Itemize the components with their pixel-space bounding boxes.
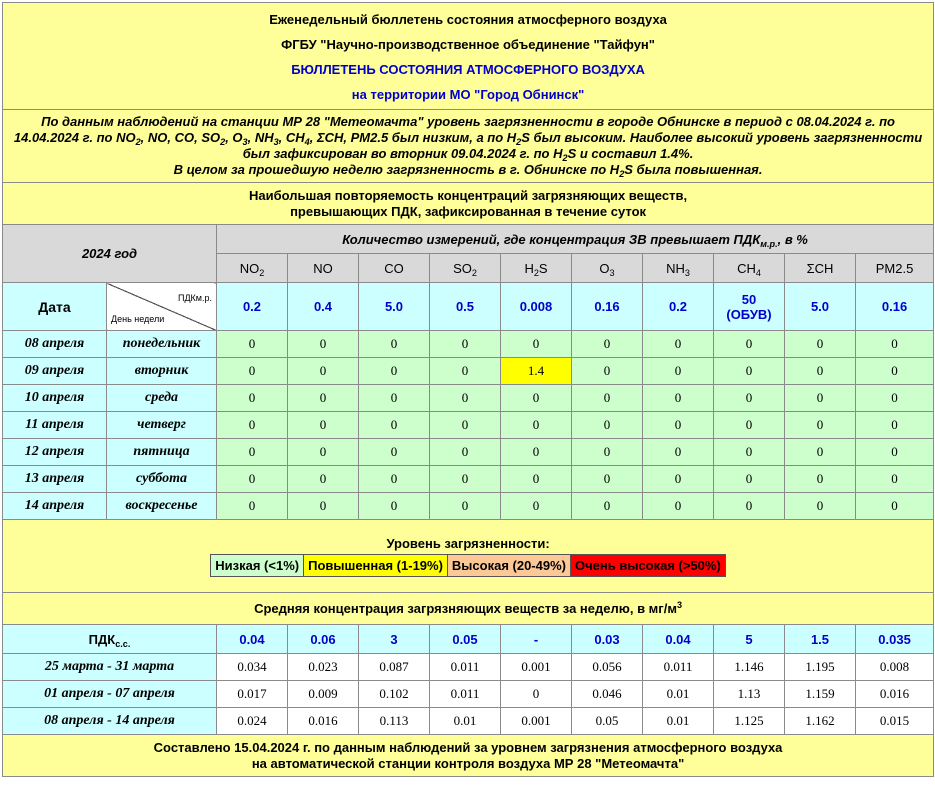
pdk-ss-value: 0.04 (217, 625, 288, 654)
header-line-4: на территории МО "Город Обнинск" (351, 87, 585, 102)
pdk-ss-value: 0.05 (430, 625, 501, 654)
pdk-ss-value: 0.03 (572, 625, 643, 654)
component-header (430, 254, 501, 283)
daily-value: 0 (714, 493, 785, 520)
component-label: $CH_4$ (737, 260, 761, 278)
daily-row (3, 331, 934, 358)
component-label: CO (384, 260, 404, 276)
daily-value: 0 (501, 412, 572, 439)
daily-value: 0 (643, 385, 714, 412)
weekly-value: 0.023 (288, 654, 359, 681)
section1-title: Наибольшая повторяемость концентраций загрязняющих веществ, превышающих ПДК, зафиксированная в течение суток (3, 183, 934, 225)
daily-row (3, 385, 934, 412)
legend-title: Уровень загрязненности: (386, 535, 550, 551)
daily-value: 0 (856, 466, 934, 493)
daily-value: 0 (785, 331, 856, 358)
daily-date: 13 апреля (3, 466, 107, 493)
bulletin-header (3, 3, 934, 110)
component-label: $H_2S$ (524, 260, 548, 278)
daily-row (3, 412, 934, 439)
daily-value: 0 (714, 466, 785, 493)
pdk-mr-value: 0.4 (288, 283, 359, 331)
weekly-period: 01 апреля - 07 апреля (3, 681, 217, 708)
daily-value: 0 (501, 439, 572, 466)
footer-line-2: на автоматической станции контроля воздуха МР 28 "Метеомачта" (251, 755, 685, 771)
daily-value: 0 (643, 412, 714, 439)
header-line-2: ФГБУ "Научно-производственное объединение "Тайфун" (281, 37, 655, 52)
weekly-value: 1.13 (714, 681, 785, 708)
daily-value: 0 (785, 358, 856, 385)
daily-value: 0 (359, 439, 430, 466)
daily-value: 0 (714, 439, 785, 466)
daily-date: 14 апреля (3, 493, 107, 520)
header-line-3: БЮЛЛЕТЕНЬ СОСТОЯНИЯ АТМОСФЕРНОГО ВОЗДУХА (291, 62, 645, 77)
weekly-row (3, 654, 934, 681)
pdk-ss-value: 3 (359, 625, 430, 654)
daily-value: 0 (714, 412, 785, 439)
daily-value: 0 (856, 412, 934, 439)
weekly-period: 08 апреля - 14 апреля (3, 708, 217, 735)
daily-value: 0 (359, 412, 430, 439)
daily-value: 0 (430, 358, 501, 385)
pdk-ss-value: 0.06 (288, 625, 359, 654)
daily-weekday: вторник (107, 358, 217, 385)
weekly-value: 0.102 (359, 681, 430, 708)
component-label: $SO_2$ (453, 260, 477, 278)
weekly-row (3, 708, 934, 735)
pdk-mr-value: 0.5 (430, 283, 501, 331)
daily-date: 09 апреля (3, 358, 107, 385)
weekly-value: 0.016 (856, 681, 934, 708)
daily-value: 0 (572, 331, 643, 358)
pdk-ss-value: 5 (714, 625, 785, 654)
weekly-value: 0.034 (217, 654, 288, 681)
weekly-value: 0 (501, 681, 572, 708)
component-label: NO (313, 260, 333, 276)
weekly-value: 0.113 (359, 708, 430, 735)
weekly-value: 0.087 (359, 654, 430, 681)
daily-value: 0 (856, 439, 934, 466)
component-header (785, 254, 856, 283)
daily-value: 0 (359, 466, 430, 493)
daily-value: 0 (217, 412, 288, 439)
diag-top-label: ПДКм.р. (177, 293, 212, 303)
weekly-value: 0.05 (572, 708, 643, 735)
pdk-mr-value: 0.16 (856, 283, 934, 331)
daily-value: 0 (288, 385, 359, 412)
daily-value: 0 (856, 385, 934, 412)
legend-item: Очень высокая (>50%) (570, 554, 725, 576)
daily-value: 0 (359, 385, 430, 412)
legend (3, 520, 934, 593)
weekly-value: 0.017 (217, 681, 288, 708)
daily-value: 0 (785, 385, 856, 412)
daily-value: 0 (288, 493, 359, 520)
daily-value: 1.4 (501, 358, 572, 385)
weekly-value: 1.125 (714, 708, 785, 735)
daily-value: 0 (643, 493, 714, 520)
daily-value: 0 (501, 466, 572, 493)
weekly-value: 0.009 (288, 681, 359, 708)
weekly-value: 1.195 (785, 654, 856, 681)
daily-value: 0 (572, 439, 643, 466)
diagonal-header-cell (107, 283, 217, 331)
daily-value: 0 (430, 493, 501, 520)
daily-value: 0 (288, 439, 359, 466)
pdk-mr-value: 5.0 (359, 283, 430, 331)
daily-value: 0 (856, 358, 934, 385)
daily-row (3, 439, 934, 466)
section2-title: Средняя концентрация загрязняющих веществ за неделю, в $мг/м^3$ (3, 593, 934, 625)
daily-row (3, 493, 934, 520)
daily-value: 0 (430, 439, 501, 466)
summary-paragraph-1: По данным наблюдений на станции МР 28 "Метеомачта" уровень загрязненности в городе Обнинске в период с 08.04.2024 г. по 14.04.2024 г. по $NO_2$, NO, CO, $SO_2$, $O_3$, $NH_3$, $CH_4$, ΣCH, PM2.5 был низким, а по $H_2S$ был высоким. Наиболее высокий уровень загрязненности был зафиксирован во вторник 09.04.2024 г. по $H_2S$ и составил 1.4%. (13, 114, 923, 163)
daily-date: 10 апреля (3, 385, 107, 412)
daily-weekday: суббота (107, 466, 217, 493)
diag-bottom-label: День недели (111, 314, 165, 324)
weekly-value: 1.146 (714, 654, 785, 681)
weekly-value: 0.01 (643, 708, 714, 735)
component-label: ΣCH (806, 260, 834, 276)
daily-value: 0 (572, 466, 643, 493)
daily-value: 0 (643, 331, 714, 358)
component-header (643, 254, 714, 283)
pdk-mr-value: 0.16 (572, 283, 643, 331)
component-header (856, 254, 934, 283)
weekly-value: 0.011 (430, 654, 501, 681)
daily-weekday: понедельник (107, 331, 217, 358)
pdk-ss-value: 0.04 (643, 625, 714, 654)
legend-item: Высокая (20-49%) (447, 554, 570, 576)
daily-value: 0 (785, 439, 856, 466)
pdk-ss-value: - (501, 625, 572, 654)
weekly-value: 1.162 (785, 708, 856, 735)
header-line-1: Еженедельный бюллетень состояния атмосферного воздуха (269, 12, 667, 27)
weekly-value: 0.016 (288, 708, 359, 735)
weekly-value: 0.056 (572, 654, 643, 681)
bulletin-table (2, 2, 934, 777)
legend-item: Повышенная (1-19%) (304, 554, 448, 576)
daily-weekday: воскресенье (107, 493, 217, 520)
component-header (501, 254, 572, 283)
weekly-value: 0.011 (643, 654, 714, 681)
weekly-period: 25 марта - 31 марта (3, 654, 217, 681)
component-header (359, 254, 430, 283)
daily-value: 0 (572, 493, 643, 520)
summary-paragraph-2: В целом за прошедшую неделю загрязненность в г. Обнинске по $H_2S$ была повышенная. (173, 162, 763, 179)
daily-value: 0 (714, 331, 785, 358)
footer (3, 735, 934, 777)
daily-value: 0 (217, 358, 288, 385)
daily-value: 0 (359, 358, 430, 385)
daily-value: 0 (572, 358, 643, 385)
weekly-value: 0.046 (572, 681, 643, 708)
daily-value: 0 (288, 466, 359, 493)
daily-value: 0 (785, 493, 856, 520)
daily-value: 0 (217, 385, 288, 412)
daily-value: 0 (572, 412, 643, 439)
weekly-value: 0.001 (501, 654, 572, 681)
component-label: $NO_2$ (239, 260, 265, 278)
daily-value: 0 (643, 439, 714, 466)
date-label: Дата (3, 283, 107, 331)
pdk-mr-value: 50 (ОБУВ) (714, 283, 785, 331)
daily-value: 0 (572, 385, 643, 412)
weekly-value: 0.01 (643, 681, 714, 708)
count-header: Количество измерений, где концентрация ЗВ превышает $ПДК_{м.р.}$, в % (217, 225, 934, 254)
daily-date: 11 апреля (3, 412, 107, 439)
footer-line-1: Составлено 15.04.2024 г. по данным наблюдений за уровнем загрязнения атмосферного воздуха (153, 739, 783, 755)
daily-value: 0 (643, 466, 714, 493)
summary-text (3, 110, 934, 183)
pdk-mr-value: 5.0 (785, 283, 856, 331)
daily-value: 0 (359, 331, 430, 358)
daily-value: 0 (217, 331, 288, 358)
daily-value: 0 (714, 358, 785, 385)
daily-value: 0 (430, 385, 501, 412)
daily-value: 0 (217, 439, 288, 466)
daily-weekday: четверг (107, 412, 217, 439)
daily-value: 0 (856, 493, 934, 520)
daily-value: 0 (217, 493, 288, 520)
daily-date: 08 апреля (3, 331, 107, 358)
daily-value: 0 (501, 493, 572, 520)
daily-weekday: среда (107, 385, 217, 412)
component-label: $NH_3$ (666, 260, 690, 278)
daily-weekday: пятница (107, 439, 217, 466)
daily-row (3, 358, 934, 385)
weekly-value: 0.008 (856, 654, 934, 681)
pdk-ss-value: 1.5 (785, 625, 856, 654)
daily-row (3, 466, 934, 493)
component-header (572, 254, 643, 283)
weekly-row (3, 681, 934, 708)
daily-value: 0 (217, 466, 288, 493)
daily-value: 0 (785, 466, 856, 493)
pdk-ss-label: $ПДК_{с.с.}$ (3, 625, 217, 654)
pdk-ss-value: 0.035 (856, 625, 934, 654)
pdk-mr-value: 0.008 (501, 283, 572, 331)
weekly-value: 0.011 (430, 681, 501, 708)
daily-value: 0 (714, 385, 785, 412)
pdk-mr-value: 0.2 (217, 283, 288, 331)
component-header (217, 254, 288, 283)
daily-value: 0 (288, 331, 359, 358)
daily-value: 0 (288, 358, 359, 385)
component-label: $O_3$ (599, 260, 615, 278)
weekly-value: 0.01 (430, 708, 501, 735)
daily-value: 0 (501, 385, 572, 412)
daily-value: 0 (288, 412, 359, 439)
daily-date: 12 апреля (3, 439, 107, 466)
weekly-value: 1.159 (785, 681, 856, 708)
component-header (714, 254, 785, 283)
daily-value: 0 (785, 412, 856, 439)
daily-value: 0 (430, 331, 501, 358)
daily-value: 0 (430, 412, 501, 439)
weekly-value: 0.015 (856, 708, 934, 735)
legend-table (210, 554, 726, 577)
daily-value: 0 (430, 466, 501, 493)
legend-item: Низкая (<1%) (211, 554, 304, 576)
daily-value: 0 (643, 358, 714, 385)
daily-value: 0 (856, 331, 934, 358)
component-label: PM2.5 (875, 260, 914, 276)
year-cell: 2024 год (3, 225, 217, 283)
weekly-value: 0.001 (501, 708, 572, 735)
component-header (288, 254, 359, 283)
weekly-value: 0.024 (217, 708, 288, 735)
daily-value: 0 (501, 331, 572, 358)
pdk-mr-value: 0.2 (643, 283, 714, 331)
daily-value: 0 (359, 493, 430, 520)
